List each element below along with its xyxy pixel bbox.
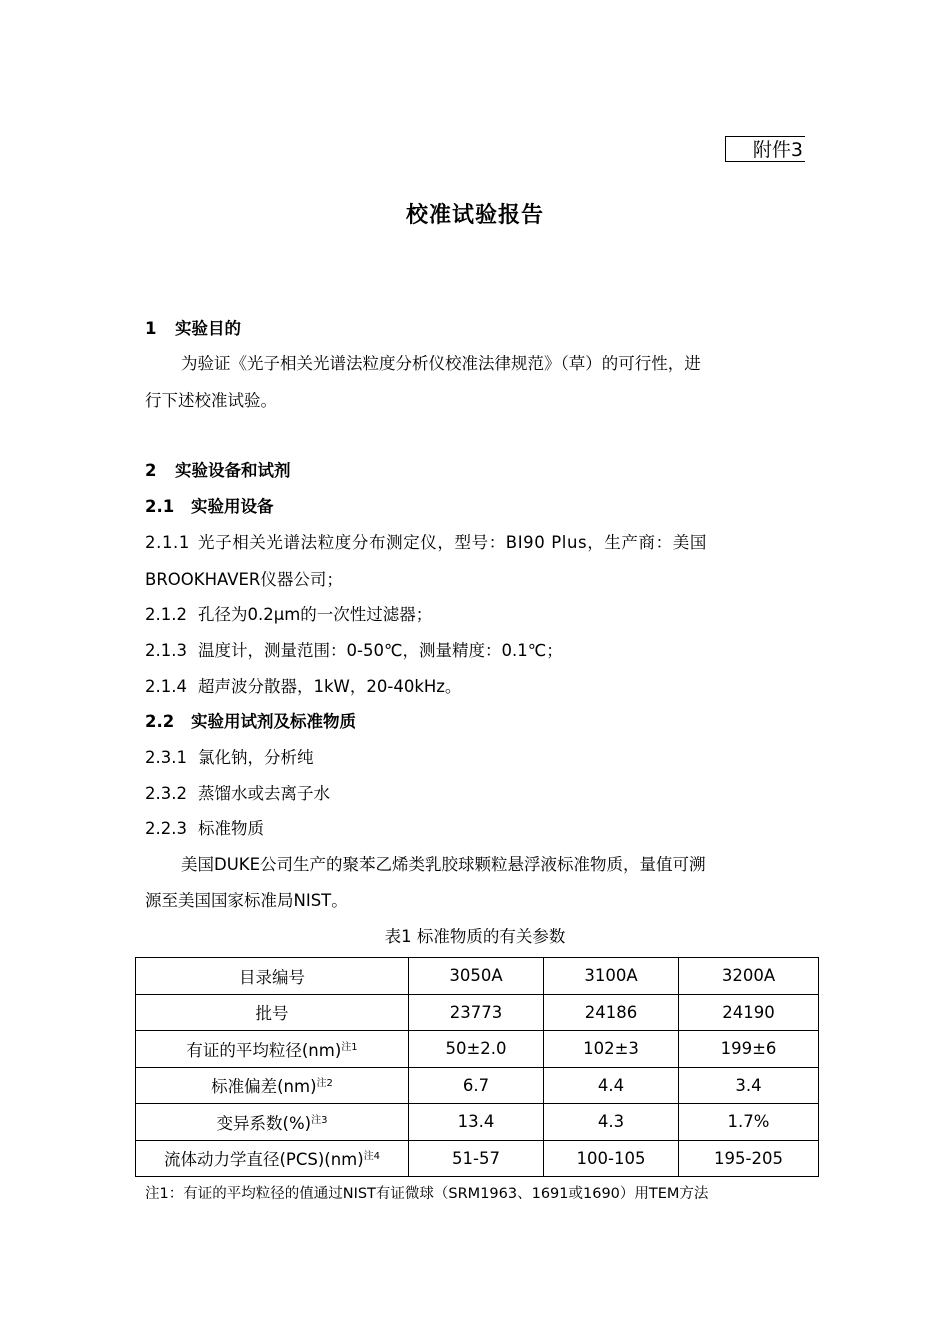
- section-number: 2: [145, 461, 157, 480]
- page-title: 校准试验报告: [405, 203, 544, 228]
- table-row: [136, 1031, 819, 1068]
- table-cell: 3200A: [679, 958, 819, 995]
- table-row: [136, 1104, 819, 1141]
- table-cell: 50±2.0: [409, 1031, 544, 1068]
- table-cell: 1.7%: [679, 1104, 819, 1141]
- row-label: 流体动力学直径(PCS)(nm)$^{注4}$: [136, 1140, 409, 1177]
- attachment-label: 附件3: [725, 136, 805, 162]
- standard-parameters-table: [135, 957, 819, 1177]
- equipment-item: 2.1.2 孔径为0.2μm的一次性过滤器；: [145, 605, 433, 624]
- equipment-item: 2.1.3 温度计，测量范围：0-50℃，测量精度：0.1℃；: [145, 641, 563, 660]
- section-title: 实验目的: [175, 319, 241, 338]
- table-cell: 199±6: [679, 1031, 819, 1068]
- section-title: 实验用试剂及标准物质: [191, 712, 356, 731]
- section-2-2-heading: [145, 708, 356, 732]
- standard-paragraph-line1: 美国DUKE公司生产的聚苯乙烯类乳胶球颗粒悬浮液标准物质，量值可溯: [181, 855, 706, 874]
- equipment-item-continued: BROOKHAVER仪器公司；: [145, 570, 343, 589]
- table-cell: 24186: [544, 994, 679, 1031]
- footnote-marker: 注3: [311, 1114, 328, 1126]
- reagent-item: 2.3.1 氯化钠，分析纯: [145, 748, 314, 767]
- table-cell: 100-105: [544, 1140, 679, 1177]
- purpose-paragraph-line2: 行下述校准试验。: [145, 391, 277, 410]
- table-cell: 102±3: [544, 1031, 679, 1068]
- row-label: 标准偏差(nm)$^{注2}$: [136, 1067, 409, 1104]
- table-cell: 3.4: [679, 1067, 819, 1104]
- reagent-item: 2.3.2 蒸馏水或去离子水: [145, 784, 330, 803]
- row-label: 变异系数(%)$^{注3}$: [136, 1104, 409, 1141]
- table-row: [136, 958, 819, 995]
- table-cell: 51-57: [409, 1140, 544, 1177]
- equipment-item: 2.1.4 超声波分散器，1kW，20-40kHz。: [145, 677, 462, 696]
- table-cell: 4.4: [544, 1067, 679, 1104]
- section-number: 2.1: [145, 497, 175, 516]
- footnote-1: 注1：有证的平均粒径的值通过NIST有证微球（SRM1963、1691或1690）用TEM方法: [145, 1186, 709, 1202]
- equipment-item: 2.1.1 光子相关光谱法粒度分布测定仪，型号：BI90 Plus，生产商：美国: [145, 533, 707, 552]
- section-1-heading: [145, 315, 241, 339]
- reagent-item: 2.2.3 标准物质: [145, 819, 264, 838]
- table-cell: 3050A: [409, 958, 544, 995]
- table-row: [136, 1067, 819, 1104]
- section-2-1-heading: [145, 493, 274, 517]
- table-cell: 23773: [409, 994, 544, 1031]
- footnote-marker: 注2: [316, 1078, 333, 1090]
- footnote-marker: 注4: [363, 1151, 381, 1163]
- table-caption: 表1 标准物质的有关参数: [384, 927, 566, 946]
- section-number: 2.2: [145, 712, 175, 731]
- table-row: [136, 1140, 819, 1177]
- purpose-paragraph-line1: 为验证《光子相关光谱法粒度分析仪校准法律规范》（草）的可行性，进: [181, 354, 701, 373]
- table-cell: 4.3: [544, 1104, 679, 1141]
- row-label: 有证的平均粒径(nm)$^{注1}$: [136, 1031, 409, 1068]
- table-cell: 24190: [679, 994, 819, 1031]
- row-label: 批号: [136, 994, 409, 1031]
- footnote-marker: 注1: [341, 1041, 358, 1053]
- section-title: 实验设备和试剂: [175, 461, 291, 480]
- section-2-heading: [145, 457, 291, 481]
- standard-paragraph-line2: 源至美国国家标准局NIST。: [145, 891, 348, 910]
- table-cell: 3100A: [544, 958, 679, 995]
- table-cell: 6.7: [409, 1067, 544, 1104]
- row-label: 目录编号: [136, 958, 409, 995]
- table-cell: 13.4: [409, 1104, 544, 1141]
- table-cell: 195-205: [679, 1140, 819, 1177]
- section-title: 实验用设备: [191, 497, 274, 516]
- table-row: [136, 994, 819, 1031]
- section-number: 1: [145, 319, 157, 338]
